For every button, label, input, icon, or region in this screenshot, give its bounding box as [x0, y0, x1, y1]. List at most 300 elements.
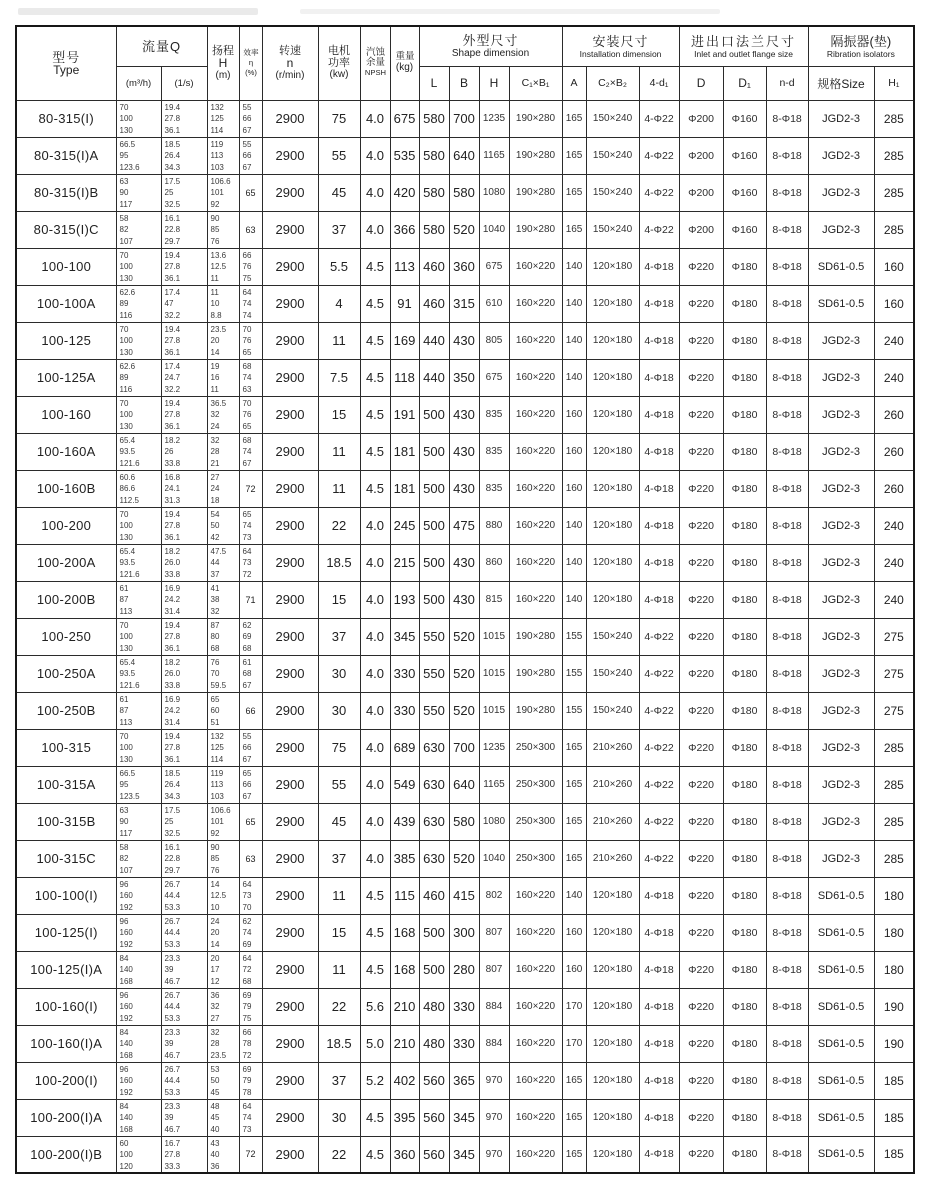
cell-q2: 17.4 24.7 32.2 [161, 359, 207, 396]
cell-n: 2900 [262, 766, 318, 803]
cell-n: 2900 [262, 1136, 318, 1173]
cell-eta: 63 [239, 840, 262, 877]
cell-eta: 66 76 75 [239, 248, 262, 285]
cell-a: 165 [562, 100, 586, 137]
cell-size: JGD2-3 [808, 322, 874, 359]
cell-h: 48 45 40 [207, 1099, 239, 1136]
cell-q1: 96 160 192 [116, 1062, 161, 1099]
cell-npsh: 5.2 [360, 1062, 390, 1099]
cell-B: 280 [449, 951, 479, 988]
cell-c1b1: 190×280 [509, 692, 562, 729]
cell-c2b2: 150×240 [586, 174, 639, 211]
cell-kg: 169 [390, 322, 419, 359]
cell-H: 835 [479, 396, 509, 433]
cell-D: Φ220 [679, 470, 723, 507]
cell-type: 100-200B [16, 581, 116, 618]
cell-size: SD61-0.5 [808, 1062, 874, 1099]
cell-h: 24 20 14 [207, 914, 239, 951]
header-group-install [562, 26, 679, 66]
cell-h1: 285 [874, 174, 914, 211]
cell-npsh: 4.5 [360, 248, 390, 285]
cell-npsh: 4.5 [360, 1099, 390, 1136]
cell-L: 440 [419, 322, 449, 359]
cell-c2b2: 210×260 [586, 766, 639, 803]
cell-c2b2: 150×240 [586, 100, 639, 137]
cell-H: 802 [479, 877, 509, 914]
cell-n: 2900 [262, 322, 318, 359]
header-speed-unit: (r/min) [275, 69, 305, 81]
cell-npsh: 4.5 [360, 359, 390, 396]
cell-D: Φ200 [679, 137, 723, 174]
cell-L: 500 [419, 507, 449, 544]
cell-B: 430 [449, 322, 479, 359]
cell-kw: 30 [318, 655, 360, 692]
cell-h1: 275 [874, 692, 914, 729]
cell-L: 630 [419, 766, 449, 803]
cell-type: 100-315A [16, 766, 116, 803]
cell-a: 170 [562, 988, 586, 1025]
cell-L: 580 [419, 211, 449, 248]
cell-D: Φ200 [679, 211, 723, 248]
cell-q1: 84 140 168 [116, 951, 161, 988]
cell-type: 100-100(I) [16, 877, 116, 914]
cell-D1: Φ180 [723, 248, 766, 285]
header-col-4d1: 4-d₁ [639, 66, 679, 100]
cell-d4: 4-Φ22 [639, 211, 679, 248]
cell-H: 1080 [479, 174, 509, 211]
cell-type: 80-315(I)B [16, 174, 116, 211]
cell-size: JGD2-3 [808, 655, 874, 692]
header-npsh-unit: NPSH [364, 68, 386, 78]
cell-nd: 8-Φ18 [766, 618, 808, 655]
header-flow-zh: 流量Q [141, 38, 182, 54]
cell-kw: 75 [318, 100, 360, 137]
cell-h1: 260 [874, 470, 914, 507]
cell-q2: 23.3 39 46.7 [161, 951, 207, 988]
cell-D1: Φ180 [723, 359, 766, 396]
cell-eta: 63 [239, 211, 262, 248]
cell-d4: 4-Φ18 [639, 470, 679, 507]
cell-a: 165 [562, 1136, 586, 1173]
header-head-zh: 扬程 [212, 44, 234, 57]
cell-size: JGD2-3 [808, 211, 874, 248]
cell-q2: 17.4 47 32.2 [161, 285, 207, 322]
cell-nd: 8-Φ18 [766, 470, 808, 507]
cell-c1b1: 190×280 [509, 211, 562, 248]
cell-kw: 11 [318, 877, 360, 914]
cell-h1: 285 [874, 100, 914, 137]
cell-D1: Φ180 [723, 1099, 766, 1136]
cell-h: 32 28 21 [207, 433, 239, 470]
cell-eta: 69 79 75 [239, 988, 262, 1025]
cell-d4: 4-Φ22 [639, 655, 679, 692]
cell-d4: 4-Φ22 [639, 618, 679, 655]
cell-kg: 91 [390, 285, 419, 322]
cell-c2b2: 120×180 [586, 285, 639, 322]
cell-B: 700 [449, 729, 479, 766]
table-row [16, 248, 914, 285]
cell-q2: 26.7 44.4 53.3 [161, 914, 207, 951]
cell-a: 170 [562, 1025, 586, 1062]
cell-L: 580 [419, 174, 449, 211]
cell-n: 2900 [262, 803, 318, 840]
header-weight-unit: (kg) [395, 62, 414, 74]
cell-nd: 8-Φ18 [766, 211, 808, 248]
cell-npsh: 5.6 [360, 988, 390, 1025]
cell-D: Φ220 [679, 951, 723, 988]
cell-size: SD61-0.5 [808, 248, 874, 285]
cell-q1: 62.6 89 116 [116, 359, 161, 396]
cell-a: 165 [562, 1099, 586, 1136]
cell-d4: 4-Φ22 [639, 100, 679, 137]
cell-size: JGD2-3 [808, 100, 874, 137]
cell-size: JGD2-3 [808, 507, 874, 544]
cell-n: 2900 [262, 396, 318, 433]
cell-D: Φ220 [679, 803, 723, 840]
cell-a: 165 [562, 137, 586, 174]
cell-eta: 64 74 74 [239, 285, 262, 322]
cell-L: 550 [419, 655, 449, 692]
cell-npsh: 4.0 [360, 174, 390, 211]
table-row [16, 507, 914, 544]
cell-a: 140 [562, 544, 586, 581]
cell-size: JGD2-3 [808, 766, 874, 803]
cell-size: SD61-0.5 [808, 285, 874, 322]
cell-D: Φ220 [679, 766, 723, 803]
cell-size: JGD2-3 [808, 396, 874, 433]
cell-q2: 18.5 26.4 34.3 [161, 766, 207, 803]
cell-D: Φ220 [679, 507, 723, 544]
cell-eta: 69 79 78 [239, 1062, 262, 1099]
cell-B: 430 [449, 470, 479, 507]
cell-h: 90 85 76 [207, 211, 239, 248]
cell-h: 13.6 12.5 11 [207, 248, 239, 285]
cell-nd: 8-Φ18 [766, 914, 808, 951]
cell-a: 165 [562, 1062, 586, 1099]
cell-c2b2: 120×180 [586, 322, 639, 359]
cell-n: 2900 [262, 211, 318, 248]
cell-npsh: 4.0 [360, 507, 390, 544]
cell-h1: 190 [874, 1025, 914, 1062]
cell-a: 155 [562, 692, 586, 729]
header-col-H1: H₁ [874, 66, 914, 100]
cell-a: 140 [562, 581, 586, 618]
cell-type: 100-160B [16, 470, 116, 507]
cell-H: 1235 [479, 729, 509, 766]
cell-kg: 115 [390, 877, 419, 914]
cell-a: 140 [562, 359, 586, 396]
cell-type: 100-100A [16, 285, 116, 322]
cell-nd: 8-Φ18 [766, 507, 808, 544]
header-type-zh: 型号 [52, 50, 81, 66]
cell-B: 315 [449, 285, 479, 322]
cell-c1b1: 160×220 [509, 544, 562, 581]
cell-nd: 8-Φ18 [766, 951, 808, 988]
cell-n: 2900 [262, 988, 318, 1025]
cell-D: Φ220 [679, 1099, 723, 1136]
header-col-C1B1: C₁×B₁ [509, 66, 562, 100]
cell-D: Φ220 [679, 285, 723, 322]
header-shape-zh: 外型尺寸 [462, 33, 519, 49]
cell-D: Φ220 [679, 1062, 723, 1099]
table-row [16, 322, 914, 359]
cell-c2b2: 120×180 [586, 1062, 639, 1099]
cell-L: 500 [419, 544, 449, 581]
cell-q2: 18.2 26.0 33.8 [161, 655, 207, 692]
cell-B: 520 [449, 655, 479, 692]
cell-d4: 4-Φ18 [639, 248, 679, 285]
cell-kw: 15 [318, 581, 360, 618]
cell-h1: 160 [874, 285, 914, 322]
cell-H: 815 [479, 581, 509, 618]
cell-d4: 4-Φ18 [639, 914, 679, 951]
cell-q1: 96 160 192 [116, 877, 161, 914]
cell-nd: 8-Φ18 [766, 655, 808, 692]
cell-npsh: 4.5 [360, 914, 390, 951]
cell-d4: 4-Φ18 [639, 359, 679, 396]
cell-type: 100-200A [16, 544, 116, 581]
cell-q1: 60 100 120 [116, 1136, 161, 1173]
cell-npsh: 4.0 [360, 692, 390, 729]
table-row [16, 766, 914, 803]
cell-q2: 23.3 39 46.7 [161, 1099, 207, 1136]
header-type [16, 26, 116, 100]
cell-nd: 8-Φ18 [766, 1062, 808, 1099]
cell-D1: Φ180 [723, 1062, 766, 1099]
cell-nd: 8-Φ18 [766, 766, 808, 803]
cell-eta: 55 66 67 [239, 729, 262, 766]
cell-type: 100-125 [16, 322, 116, 359]
cell-eta: 55 66 67 [239, 100, 262, 137]
cell-h1: 260 [874, 396, 914, 433]
cell-D1: Φ160 [723, 174, 766, 211]
cell-kw: 75 [318, 729, 360, 766]
cell-type: 100-250A [16, 655, 116, 692]
cell-kg: 210 [390, 1025, 419, 1062]
cell-n: 2900 [262, 1099, 318, 1136]
cell-n: 2900 [262, 433, 318, 470]
cell-type: 100-160A [16, 433, 116, 470]
cell-H: 970 [479, 1062, 509, 1099]
cell-kg: 210 [390, 988, 419, 1025]
cell-h1: 190 [874, 988, 914, 1025]
cell-q1: 58 82 107 [116, 840, 161, 877]
cell-npsh: 4.0 [360, 137, 390, 174]
cell-q2: 19.4 27.8 36.1 [161, 100, 207, 137]
header-power [318, 26, 360, 100]
cell-c1b1: 160×220 [509, 248, 562, 285]
header-flange-zh: 进出口法兰尺寸 [691, 33, 797, 49]
cell-d4: 4-Φ22 [639, 692, 679, 729]
table-row [16, 1025, 914, 1062]
cell-L: 560 [419, 1062, 449, 1099]
cell-h: 132 125 114 [207, 100, 239, 137]
cell-eta: 64 73 70 [239, 877, 262, 914]
cell-c2b2: 120×180 [586, 507, 639, 544]
cell-c2b2: 120×180 [586, 544, 639, 581]
cell-eta: 64 72 68 [239, 951, 262, 988]
cell-n: 2900 [262, 1062, 318, 1099]
cell-nd: 8-Φ18 [766, 840, 808, 877]
table-row [16, 174, 914, 211]
cell-nd: 8-Φ18 [766, 248, 808, 285]
cell-q2: 16.1 22.8 29.7 [161, 211, 207, 248]
cell-c1b1: 160×220 [509, 914, 562, 951]
table-row [16, 655, 914, 692]
cell-H: 610 [479, 285, 509, 322]
cell-h1: 180 [874, 951, 914, 988]
cell-h1: 185 [874, 1062, 914, 1099]
cell-a: 160 [562, 396, 586, 433]
cell-D1: Φ160 [723, 137, 766, 174]
cell-n: 2900 [262, 174, 318, 211]
cell-D1: Φ180 [723, 433, 766, 470]
cell-a: 140 [562, 507, 586, 544]
cell-kg: 168 [390, 914, 419, 951]
cell-D1: Φ180 [723, 655, 766, 692]
cell-D: Φ220 [679, 988, 723, 1025]
cell-d4: 4-Φ22 [639, 729, 679, 766]
cell-size: JGD2-3 [808, 174, 874, 211]
cell-n: 2900 [262, 914, 318, 951]
table-row [16, 877, 914, 914]
cell-c2b2: 150×240 [586, 618, 639, 655]
cell-D1: Φ180 [723, 840, 766, 877]
cell-H: 970 [479, 1136, 509, 1173]
cell-nd: 8-Φ18 [766, 433, 808, 470]
table-row [16, 840, 914, 877]
cell-q1: 84 140 168 [116, 1099, 161, 1136]
cell-d4: 4-Φ18 [639, 396, 679, 433]
cell-q2: 19.4 27.8 36.1 [161, 248, 207, 285]
cell-D1: Φ180 [723, 581, 766, 618]
cell-q1: 61 87 113 [116, 581, 161, 618]
cell-eta: 62 74 69 [239, 914, 262, 951]
cell-kw: 22 [318, 507, 360, 544]
cell-h: 47.5 44 37 [207, 544, 239, 581]
cell-n: 2900 [262, 655, 318, 692]
cell-d4: 4-Φ22 [639, 840, 679, 877]
table-row [16, 359, 914, 396]
cell-D: Φ220 [679, 433, 723, 470]
cell-kw: 30 [318, 1099, 360, 1136]
cell-d4: 4-Φ18 [639, 1062, 679, 1099]
cell-q2: 18.2 26 33.8 [161, 433, 207, 470]
cell-d4: 4-Φ18 [639, 581, 679, 618]
cell-h: 43 40 36 [207, 1136, 239, 1173]
cell-n: 2900 [262, 951, 318, 988]
cell-h1: 275 [874, 655, 914, 692]
cell-d4: 4-Φ18 [639, 1025, 679, 1062]
cell-H: 1080 [479, 803, 509, 840]
cell-npsh: 4.0 [360, 840, 390, 877]
cell-n: 2900 [262, 729, 318, 766]
cell-kw: 7.5 [318, 359, 360, 396]
cell-c1b1: 190×280 [509, 655, 562, 692]
cell-kw: 15 [318, 914, 360, 951]
cell-nd: 8-Φ18 [766, 1136, 808, 1173]
cell-npsh: 4.0 [360, 100, 390, 137]
cell-D: Φ220 [679, 655, 723, 692]
table-row [16, 988, 914, 1025]
table-row [16, 1062, 914, 1099]
cell-q1: 96 160 192 [116, 914, 161, 951]
cell-n: 2900 [262, 1025, 318, 1062]
cell-D1: Φ180 [723, 729, 766, 766]
cell-H: 805 [479, 322, 509, 359]
cell-B: 415 [449, 877, 479, 914]
cell-c1b1: 160×220 [509, 1136, 562, 1173]
cell-kg: 402 [390, 1062, 419, 1099]
cell-h1: 260 [874, 433, 914, 470]
cell-H: 1040 [479, 840, 509, 877]
cell-eta: 55 66 67 [239, 137, 262, 174]
cell-type: 80-315(I)A [16, 137, 116, 174]
cell-c2b2: 120×180 [586, 359, 639, 396]
header-isolator-en: Ribration isolators [826, 48, 895, 59]
cell-kw: 5.5 [318, 248, 360, 285]
table-row [16, 803, 914, 840]
cell-a: 165 [562, 174, 586, 211]
cell-h1: 285 [874, 766, 914, 803]
cell-D1: Φ180 [723, 1136, 766, 1173]
cell-c1b1: 160×220 [509, 322, 562, 359]
cell-c2b2: 120×180 [586, 1099, 639, 1136]
cell-d4: 4-Φ22 [639, 137, 679, 174]
cell-D1: Φ180 [723, 1025, 766, 1062]
cell-kw: 22 [318, 1136, 360, 1173]
cell-h1: 180 [874, 877, 914, 914]
cell-q2: 16.9 24.2 31.4 [161, 581, 207, 618]
cell-D: Φ220 [679, 359, 723, 396]
cell-type: 100-160 [16, 396, 116, 433]
cell-eta: 64 73 72 [239, 544, 262, 581]
cell-L: 560 [419, 1136, 449, 1173]
cell-h1: 240 [874, 544, 914, 581]
header-install-en: Installation dimension [579, 48, 662, 59]
cell-kw: 37 [318, 618, 360, 655]
cell-nd: 8-Φ18 [766, 137, 808, 174]
cell-c1b1: 160×220 [509, 507, 562, 544]
cell-L: 580 [419, 137, 449, 174]
cell-nd: 8-Φ18 [766, 322, 808, 359]
cell-q1: 66.5 95 123.5 [116, 766, 161, 803]
cell-n: 2900 [262, 507, 318, 544]
cell-type: 100-200(I) [16, 1062, 116, 1099]
cell-c2b2: 210×260 [586, 729, 639, 766]
cell-npsh: 4.0 [360, 211, 390, 248]
cell-npsh: 4.0 [360, 581, 390, 618]
header-col-D1: D₁ [723, 66, 766, 100]
table-row [16, 544, 914, 581]
cell-q1: 66.5 95 123.6 [116, 137, 161, 174]
cell-a: 140 [562, 285, 586, 322]
cell-H: 835 [479, 433, 509, 470]
cell-D1: Φ180 [723, 692, 766, 729]
cell-q2: 19.4 27.8 36.1 [161, 618, 207, 655]
cell-eta: 61 68 67 [239, 655, 262, 692]
cell-D: Φ220 [679, 322, 723, 359]
scan-artifact [18, 8, 258, 15]
cell-L: 630 [419, 840, 449, 877]
cell-kw: 11 [318, 322, 360, 359]
cell-size: JGD2-3 [808, 840, 874, 877]
cell-q1: 70 100 130 [116, 248, 161, 285]
cell-q2: 17.5 25 32.5 [161, 803, 207, 840]
cell-H: 675 [479, 248, 509, 285]
cell-D1: Φ180 [723, 803, 766, 840]
cell-H: 835 [479, 470, 509, 507]
